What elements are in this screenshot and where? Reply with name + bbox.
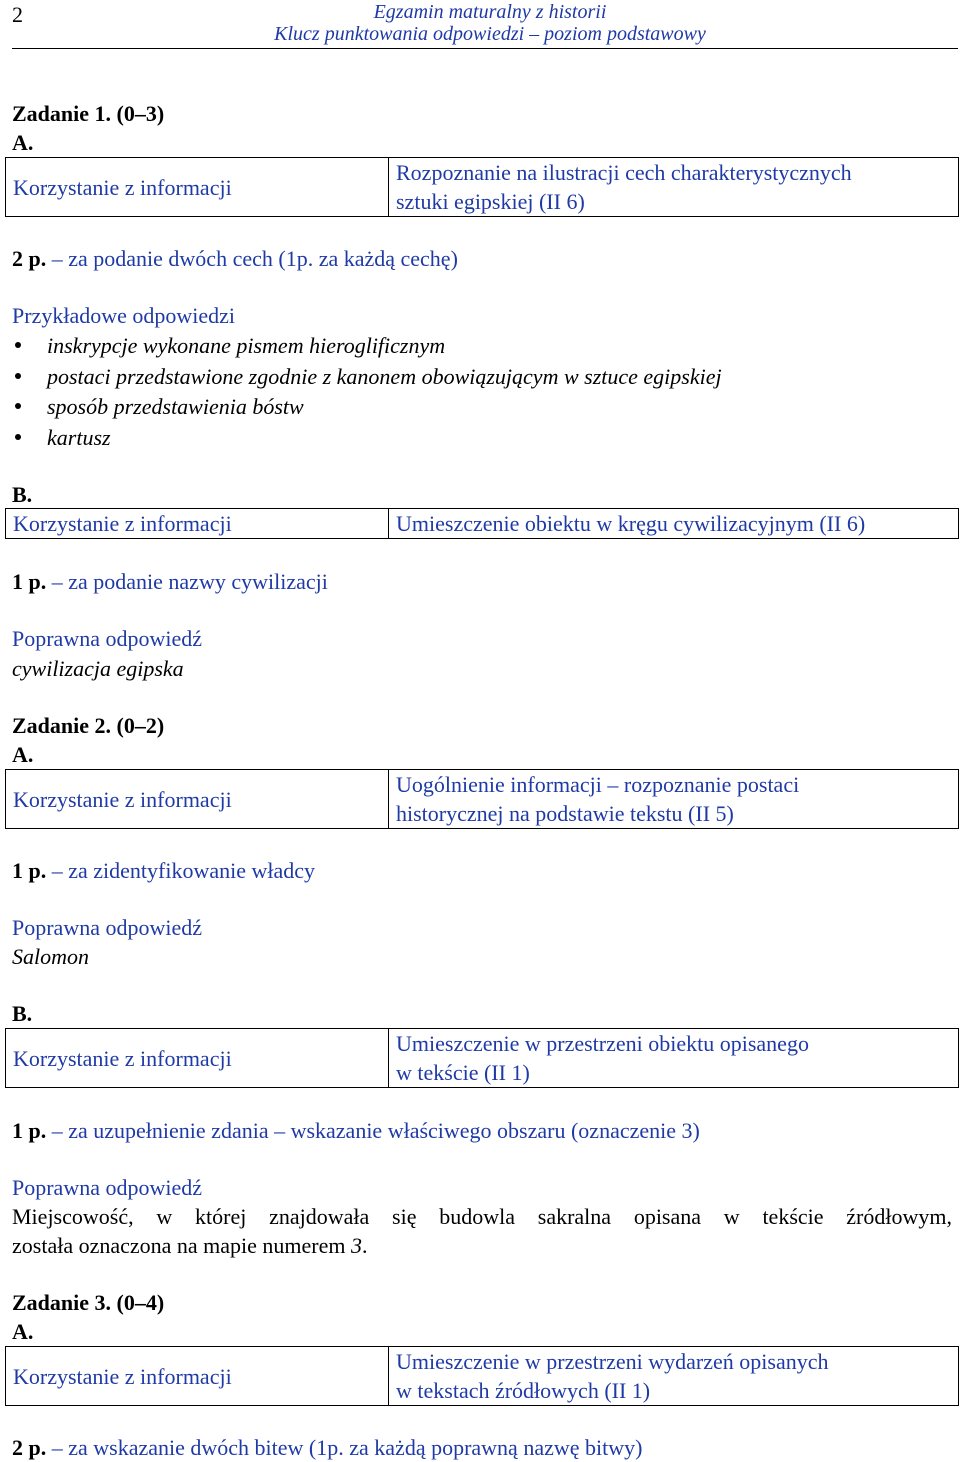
skill-cell: Korzystanie z informacji: [6, 1347, 389, 1406]
points-value: 1 p.: [12, 569, 47, 594]
header-divider: [12, 48, 958, 49]
requirement-cell: [389, 1029, 959, 1088]
map-number: 3: [351, 1233, 363, 1258]
task-2b-requirements-table: [5, 1028, 959, 1088]
answer-bullet-item: [12, 423, 111, 452]
answer-bullet-item: [12, 392, 304, 421]
points-description: – za zidentyfikowanie władcy: [46, 858, 316, 883]
points-value: 1 p.: [12, 1118, 47, 1143]
skill-cell: Korzystanie z informacji: [6, 509, 389, 539]
requirement-cell: Umieszczenie obiektu w kręgu cywilizacyjnym (II 6): [389, 509, 959, 539]
points-description: – za wskazanie dwóch bitew (1p. za każdą poprawną nazwę bitwy): [46, 1435, 643, 1460]
requirement-line: w tekstach źródłowych (II 1): [396, 1378, 651, 1403]
requirement-line: Umieszczenie w przestrzeni obiektu opisanego: [396, 1031, 809, 1056]
bullet-icon: [15, 342, 21, 348]
skill-cell: Korzystanie z informacji: [6, 1029, 389, 1088]
task-1a-label: A.: [12, 130, 34, 155]
task-2a-answer: Salomon: [12, 944, 89, 969]
task-2b-answer-line-1: Miejscowość, w której znajdowała się budowla sakralna opisana w tekście źródłowym,: [12, 1204, 952, 1229]
points-description: – za podanie nazwy cywilizacji: [46, 569, 328, 594]
task-3a-points: [12, 1433, 642, 1462]
requirement-cell: [389, 158, 959, 217]
task-1b-requirements-table: [5, 508, 959, 539]
header-key-title: Klucz punktowania odpowiedzi – poziom podstawowy: [274, 23, 706, 45]
answer-text: inskrypcje wykonane pismem hieroglificznym: [47, 333, 446, 358]
answer-text: została oznaczona na mapie numerem: [12, 1233, 352, 1258]
bullet-icon: [15, 434, 21, 440]
answer-text: postaci przedstawione zgodnie z kanonem obowiązującym w sztuce egipskiej: [47, 364, 722, 389]
points-value: 1 p.: [12, 858, 47, 883]
requirement-line: Rozpoznanie na ilustracji cech charakterystycznych: [396, 160, 852, 185]
task-1-title: Zadanie 1. (0–3): [12, 101, 165, 126]
points-value: 2 p.: [12, 1435, 47, 1460]
task-1b-points: [12, 567, 328, 596]
task-2a-requirements-table: [5, 769, 959, 829]
bullet-icon: [15, 403, 21, 409]
task-2b-answer-line-2: [12, 1231, 368, 1260]
requirement-cell: [389, 1347, 959, 1406]
answer-text: kartusz: [47, 425, 111, 450]
task-1b-answer-label: Poprawna odpowiedź: [12, 626, 203, 651]
task-2a-label: A.: [12, 742, 34, 767]
requirement-line: Umieszczenie w przestrzeni wydarzeń opisanych: [396, 1349, 829, 1374]
task-1b-label: B.: [12, 482, 33, 507]
points-description: – za uzupełnienie zdania – wskazanie właściwego obszaru (oznaczenie 3): [46, 1118, 700, 1143]
answer-bullet-item: [12, 331, 445, 360]
task-2a-answer-label: Poprawna odpowiedź: [12, 915, 203, 940]
skill-cell: Korzystanie z informacji: [6, 770, 389, 829]
task-3a-requirements-table: [5, 1346, 959, 1406]
requirement-line: sztuki egipskiej (II 6): [396, 189, 585, 214]
task-3-title: Zadanie 3. (0–4): [12, 1290, 165, 1315]
page-header: [0, 0, 960, 48]
points-description: – za podanie dwóch cech (1p. za każdą cechę): [46, 246, 458, 271]
answer-punctuation: .: [362, 1233, 368, 1258]
answer-bullet-item: [12, 362, 722, 391]
task-2b-label: B.: [12, 1001, 33, 1026]
task-2b-points: [12, 1116, 700, 1145]
task-1b-answer: cywilizacja egipska: [12, 656, 184, 681]
skill-cell: Korzystanie z informacji: [6, 158, 389, 217]
task-3a-label: A.: [12, 1319, 34, 1344]
requirement-line: Uogólnienie informacji – rozpoznanie postaci: [396, 772, 800, 797]
task-1a-requirements-table: [5, 157, 959, 217]
task-2-title: Zadanie 2. (0–2): [12, 713, 165, 738]
requirement-line: historycznej na podstawie tekstu (II 5): [396, 801, 734, 826]
bullet-icon: [15, 373, 21, 379]
requirement-line: w tekście (II 1): [396, 1060, 530, 1085]
points-value: 2 p.: [12, 246, 47, 271]
task-1a-points: [12, 244, 458, 273]
task-2a-points: [12, 856, 315, 885]
requirement-cell: [389, 770, 959, 829]
task-2b-answer-label: Poprawna odpowiedź: [12, 1175, 203, 1200]
answer-text: sposób przedstawienia bóstw: [47, 394, 304, 419]
page-number: 2: [12, 2, 23, 27]
task-1a-answers-label: Przykładowe odpowiedzi: [12, 303, 235, 328]
header-exam-title: Egzamin maturalny z historii: [373, 1, 607, 23]
